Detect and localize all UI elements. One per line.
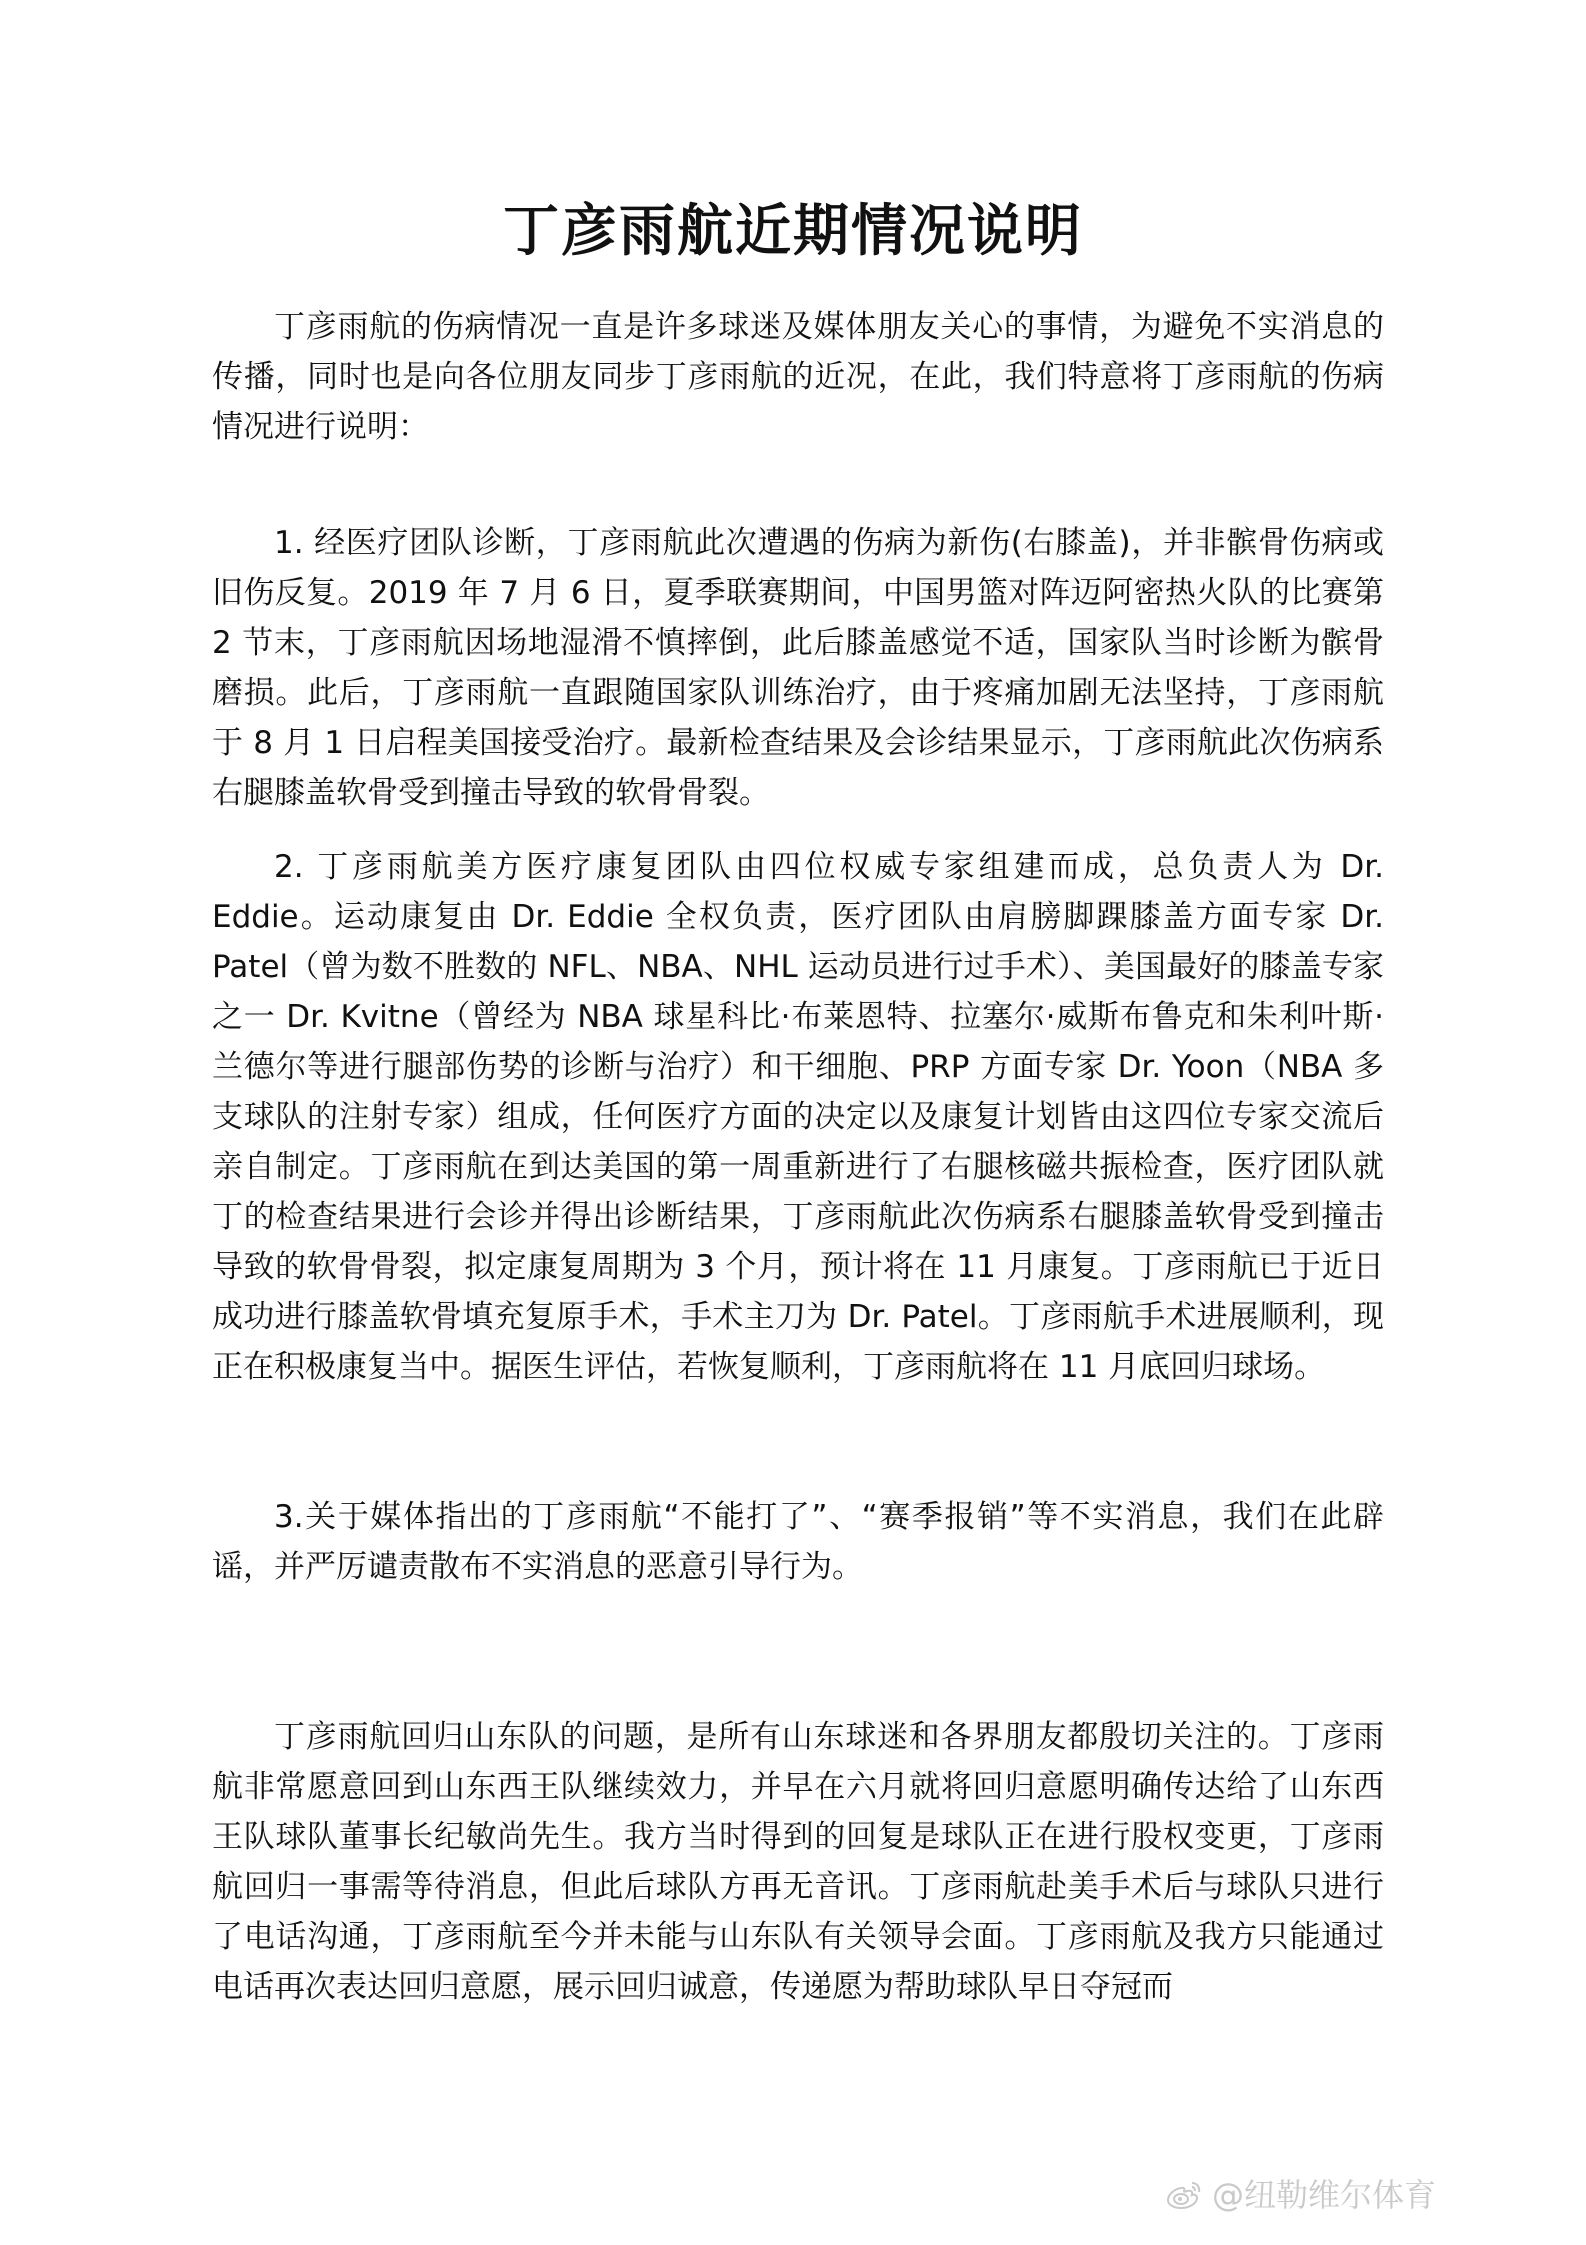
weibo-icon (1164, 2179, 1204, 2211)
watermark-text: @纽勒维尔体育 (1211, 2176, 1436, 2214)
list-item-3: 3.关于媒体指出的丁彦雨航“不能打了”、“赛季报销”等不实消息，我们在此辟谣，并严厉谴责散布不实消息的恶意引导行为。 (212, 1499, 1384, 1585)
page-title: 丁彦雨航近期情况说明 (503, 199, 1083, 264)
return-paragraph: 丁彦雨航回归山东队的问题，是所有山东球迷和各界朋友都殷切关注的。丁彦雨航非常愿意回到山东西王队继续效力，并早在六月就将回归意愿明确传达给了山东西王队球队董事长纪敏尚先生。我方当时得到的回复是球队正在进行股权变更，丁彦雨航回归一事需等待消息，但此后球队方再无音讯。丁彦雨航赴美手术后与球队只进行了电话沟通，丁彦雨航至今并未能与山东队有关领导会面。丁彦雨航及我方只能通过电话再次表达回归意愿，展示回归诚意，传递愿为帮助球队早日夺冠而 (212, 1719, 1384, 2005)
list-item-1: 1. 经医疗团队诊断，丁彦雨航此次遭遇的伤病为新伤(右膝盖)，并非髌骨伤病或旧伤反复。2019 年 7 月 6 日，夏季联赛期间，中国男篮对阵迈阿密热火队的比赛第 2 节末，丁彦雨航因场地湿滑不慎摔倒，此后膝盖感觉不适，国家队当时诊断为髌骨磨损。此后，丁彦雨航一直跟随国家队训练治疗，由于疼痛加剧无法坚持，丁彦雨航于 8 月 1 日启程美国接受治疗。最新检查结果及会诊结果显示，丁彦雨航此次伤病系右腿膝盖软骨受到撞击导致的软骨骨裂。 (212, 525, 1384, 811)
intro-paragraph: 丁彦雨航的伤病情况一直是许多球迷及媒体朋友关心的事情，为避免不实消息的传播，同时也是向各位朋友同步丁彦雨航的近况，在此，我们特意将丁彦雨航的伤病情况进行说明： (212, 309, 1384, 445)
watermark (1164, 2175, 1436, 2215)
list-item-2: 2. 丁彦雨航美方医疗康复团队由四位权威专家组建而成，总负责人为 Dr. Eddie。运动康复由 Dr. Eddie 全权负责，医疗团队由肩膀脚踝膝盖方面专家 Dr. Patel（曾为数不胜数的 NFL、NBA、NHL 运动员进行过手术）、美国最好的膝盖专家之一 Dr. Kvitne（曾经为 NBA 球星科比·布莱恩特、拉塞尔·威斯布鲁克和朱利叶斯·兰德尔等进行腿部伤势的诊断与治疗）和干细胞、PRP 方面专家 Dr. Yoon（NBA 多支球队的注射专家）组成，任何医疗方面的决定以及康复计划皆由这四位专家交流后亲自制定。丁彦雨航在到达美国的第一周重新进行了右腿核磁共振检查，医疗团队就丁的检查结果进行会诊并得出诊断结果，丁彦雨航此次伤病系右腿膝盖软骨受到撞击导致的软骨骨裂，拟定康复周期为 3 个月，预计将在 11 月康复。丁彦雨航已于近日成功进行膝盖软骨填充复原手术，手术主刀为 Dr. Patel。丁彦雨航手术进展顺利，现正在积极康复当中。据医生评估，若恢复顺利，丁彦雨航将在 11 月底回归球场。 (212, 849, 1384, 1385)
